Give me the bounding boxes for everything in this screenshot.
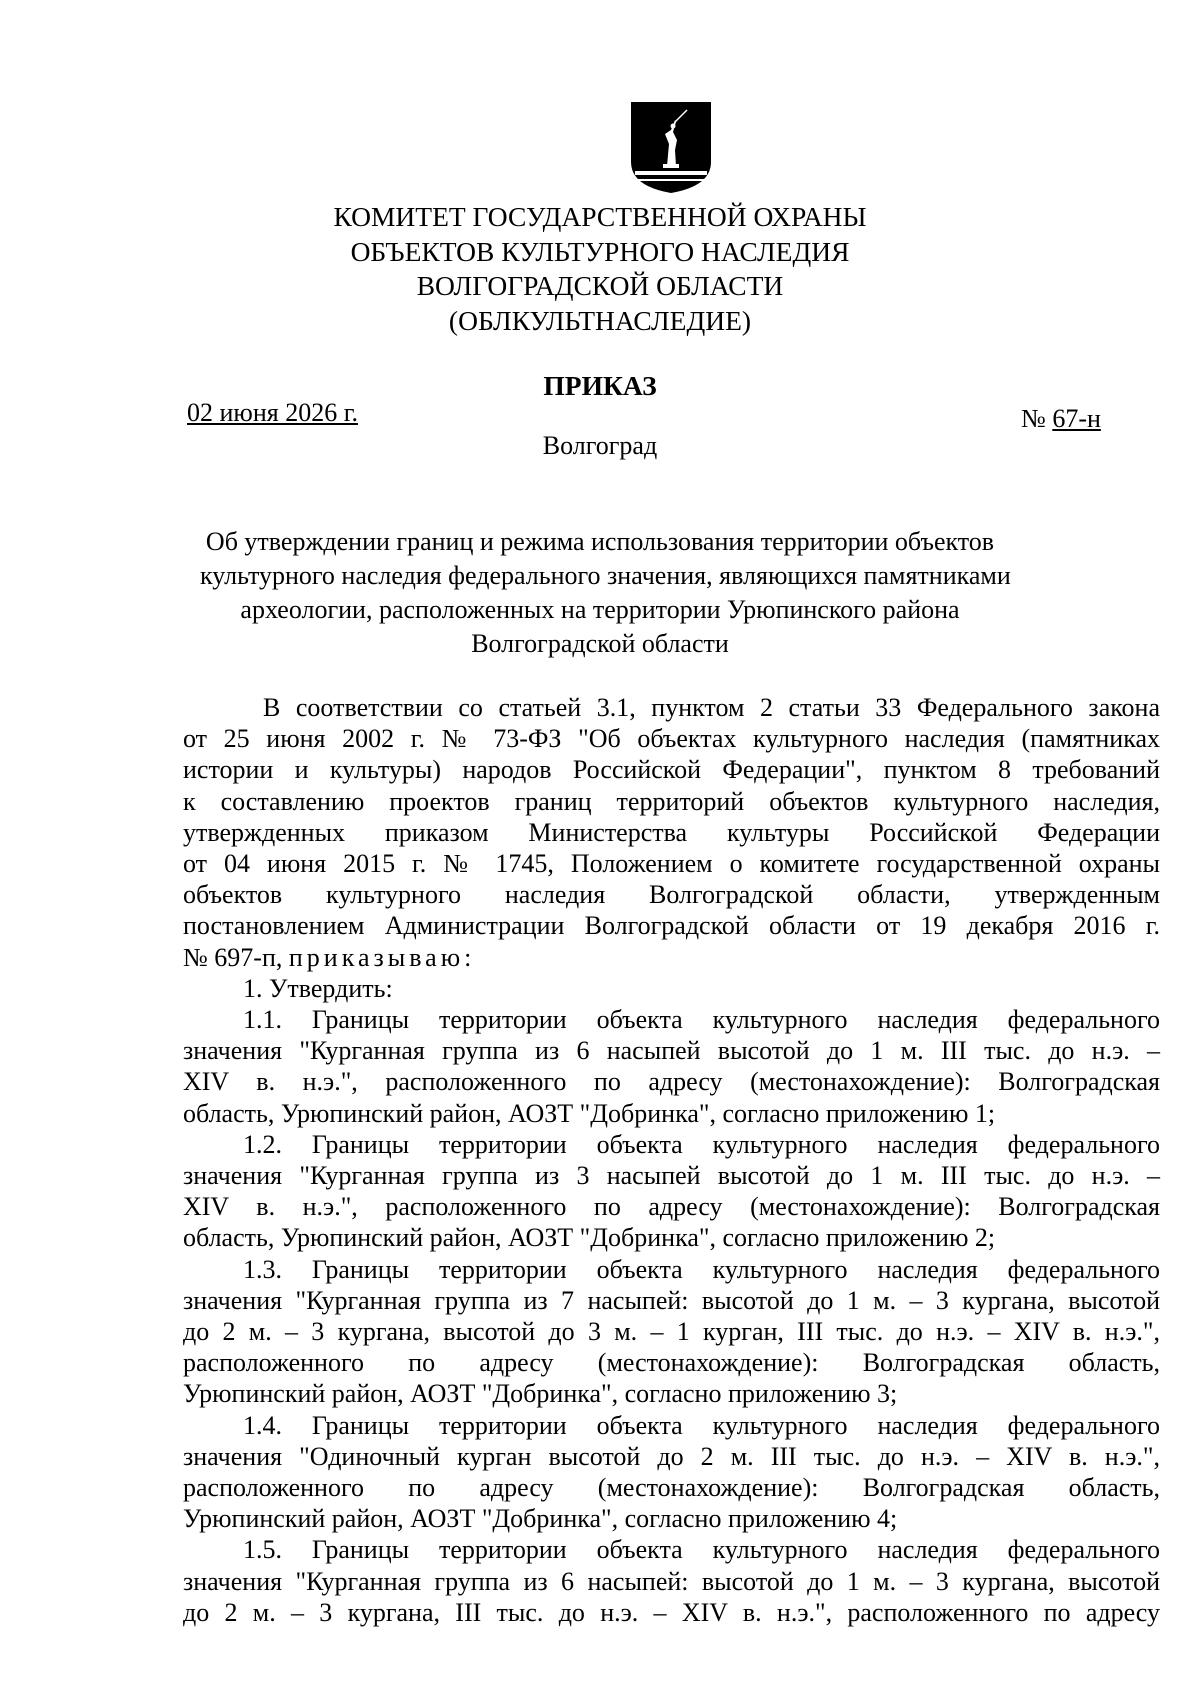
body-line: XIV в. н.э.", расположенного по адресу (местонахождение): Волгоградская <box>183 1192 1160 1222</box>
order-word: приказываю: <box>288 942 476 972</box>
body-line: утвержденных приказом Министерства культуры Российской Федерации <box>183 817 1160 847</box>
document-title <box>200 525 1011 661</box>
title-line: культурного наследия федерального значения, являющихся памятниками <box>200 561 1011 590</box>
body-line: В соответствии со статьей 3.1, пунктом 2 статьи 33 Федерального закона <box>263 693 1160 722</box>
body-line: к составлению проектов границ территорий объектов культурного наследия, <box>183 786 1160 816</box>
body-line: до 2 м. – 3 кургана, III тыс. до н.э. – XIV в. н.э.", расположенного по адресу <box>183 1597 1160 1627</box>
document-type: ПРИКАЗ <box>543 370 657 401</box>
document-date: 02 июня 2026 г. <box>187 398 358 427</box>
body-line: область, Урюпинский район, АОЗТ "Добринка", согласно приложению 1; <box>183 1098 996 1128</box>
body-line: 1.4. Границы территории объекта культурного наследия федерального <box>243 1410 1160 1440</box>
title-line: Об утверждении границ и режима использования территории объектов <box>205 527 995 556</box>
body-line: от 25 июня 2002 г. № 73-ФЗ "Об объектах культурного наследия (памятниках <box>183 724 1160 754</box>
org-name-line: ВОЛГОГРАДСКОЙ ОБЛАСТИ <box>416 270 784 301</box>
body-line: 1.3. Границы территории объекта культурного наследия федерального <box>243 1254 1160 1284</box>
body-line: 1.5. Границы территории объекта культурного наследия федерального <box>243 1535 1160 1565</box>
order-line <box>183 942 1160 973</box>
title-line: археологии, расположенных на территории Урюпинского района <box>240 595 960 624</box>
body-line: значения "Курганная группа из 3 насыпей высотой до 1 м. III тыс. до н.э. – <box>183 1161 1160 1191</box>
body-line: 1.2. Границы территории объекта культурного наследия федерального <box>243 1129 1160 1159</box>
body-line: объектов культурного наследия Волгоградской области, утвержденным <box>183 880 1160 910</box>
org-name-line: (ОБЛКУЛЬТНАСЛЕДИЕ) <box>448 304 752 336</box>
body-line: значения "Курганная группа из 7 насыпей: высотой до 1 м. – 3 кургана, высотой <box>183 1285 1160 1315</box>
body-line: постановлением Администрации Волгоградской области от 19 декабря 2016 г. <box>183 911 1160 941</box>
body-line: значения "Курганная группа из 6 насыпей высотой до 1 м. III тыс. до н.э. – <box>183 1036 1160 1066</box>
body-line: Урюпинский район, АОЗТ "Добринка", согласно приложению 4; <box>183 1504 898 1534</box>
body-line: Урюпинский район, АОЗТ "Добринка", согласно приложению 3; <box>183 1379 898 1409</box>
body-line: область, Урюпинский район, АОЗТ "Добринка", согласно приложению 2; <box>183 1223 996 1253</box>
body-line: XIV в. н.э.", расположенного по адресу (местонахождение): Волгоградская <box>183 1067 1160 1097</box>
document-city: Волгоград <box>542 431 658 460</box>
document-body <box>183 692 1160 1628</box>
organization-name <box>250 200 950 338</box>
item-1: 1. Утвердить: <box>243 973 393 1003</box>
number-prefix: № <box>1021 404 1046 433</box>
body-line: истории и культуры) народов Российской Федерации", пунктом 8 требований <box>183 755 1160 785</box>
body-line: значения "Курганная группа из 6 насыпей: высотой до 1 м. – 3 кургана, высотой <box>183 1566 1160 1596</box>
org-name-line: ОБЪЕКТОВ КУЛЬТУРНОГО НАСЛЕДИЯ <box>350 235 850 267</box>
org-name-line: КОМИТЕТ ГОСУДАРСТВЕННОЙ ОХРАНЫ <box>333 201 867 232</box>
body-line: значения "Одиночный курган высотой до 2 м. III тыс. до н.э. – XIV в. н.э.", <box>183 1441 1160 1471</box>
body-line: расположенного по адресу (местонахождение): Волгоградская область, <box>183 1348 1160 1378</box>
body-line: от 04 июня 2015 г. № 1745, Положением о комитете государственной охраны <box>183 849 1160 879</box>
title-line: Волгоградской области <box>471 629 729 658</box>
order-prefix: № 697-п, <box>183 942 283 972</box>
body-line: расположенного по адресу (местонахождение): Волгоградская область, <box>183 1473 1160 1503</box>
body-line: 1.1. Границы территории объекта культурного наследия федерального <box>243 1005 1160 1035</box>
body-line: до 2 м. – 3 кургана, высотой до 3 м. – 1 курган, III тыс. до н.э. – XIV в. н.э.", <box>183 1317 1160 1347</box>
volgograd-coat-of-arms-icon <box>629 100 713 195</box>
number-value: 67-н <box>1052 404 1101 433</box>
document-number <box>1021 403 1101 435</box>
